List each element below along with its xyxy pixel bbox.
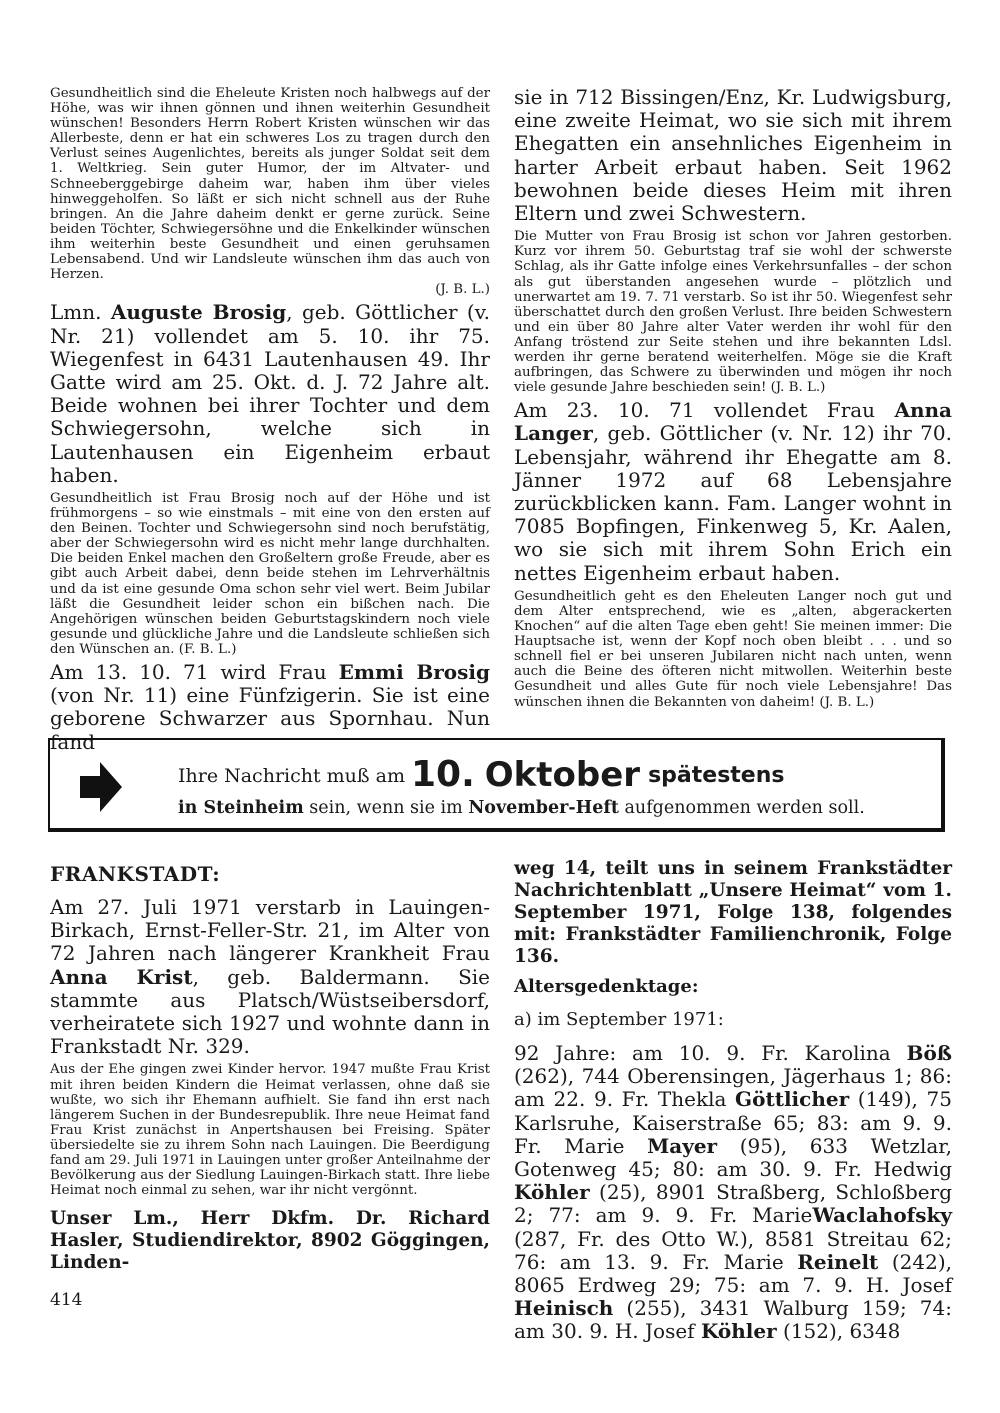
paragraph-mutter: Die Mutter von Frau Brosig ist schon vor Jahren gestorben. Kurz vor ihrem 50. Geburtstag traf sie wohl der schwerste Schlag, als ihr Gatte infolge eines Verkehrsunfalles – der schon als gut überstanden angesehen wurde – plötzlich und unerwartet am 19. 7. 71 verstarb. So ist ihr 50. Wiegenfest sehr überschattet durch den großen Verlust. Ihre beiden Schwestern und ein über 80 Jahre alter Vater werden ihr wohl für den Anfang tröstend zur Seite stehen und ihre bekannten Ldsl. werden ihr gerne beratend weiterhelfen. Möge sie die Kraft aufbringen, das Schwere zu überwinden und mögen ihr noch viele gesunde Jahre beschieden sein! (J. B. L.) (514, 229, 952, 396)
deadline-notice-box (48, 738, 945, 832)
column-4 (514, 858, 952, 1344)
person-name: Waclahofsky (812, 1203, 952, 1228)
person-name: Auguste Brosig (110, 300, 287, 325)
column-2 (514, 86, 952, 710)
notice-text: Ihre Nachricht muß am (178, 765, 405, 787)
signature-jbl: (J. B. L.) (435, 282, 490, 298)
person-name: Köhler (700, 1319, 777, 1344)
paragraph-nachrichtenblatt: weg 14, teilt uns in seinem Frankstädter Nachrichtenblatt „Unsere Heimat“ vom 1. September 1971, Folge 138, folgendes mit: Frankstädter Familienchronik, Folge 136. (514, 858, 952, 967)
person-name: Emmi Brosig (338, 659, 490, 684)
text: (149), 75 Karlsruhe, Kaiserstraße 65; 83: am 9. 9. Fr. Marie (514, 1087, 952, 1158)
text: (25), 8901 Straßberg, Schloßberg 2; 77: am 9. 9. Fr. Marie (514, 1180, 952, 1228)
person-name: Böß (906, 1041, 952, 1065)
person-name: Heinisch (514, 1296, 614, 1321)
column-1 (50, 86, 490, 754)
paragraph-birthdays (514, 1042, 952, 1344)
person-name: Anna Langer (514, 398, 952, 446)
person-name: Anna Krist (50, 964, 193, 989)
text: Am 27. Juli 1971 verstarb in Lauingen-Birkach, Ernst-Feller-Str. 21, im Alter von 72 Jahren nach längerer Krankheit Frau (50, 895, 490, 966)
subheading-september: a) im September 1971: (514, 1009, 724, 1030)
text: (262), 744 Oberensingen, Jägerhaus 1; 86: am 22. 9. Fr. Thekla (514, 1064, 952, 1112)
notice-line-1 (178, 754, 784, 795)
text: (95), 633 Wetzlar, Gotenweg 45; 80: am 30. 9. Fr. Hedwig (514, 1133, 952, 1182)
paragraph-langer-health: Gesundheitlich geht es den Eheleuten Langer noch gut und dem Alter entsprechend, wie es „alten, abgerackerten Knochen“ auf die alten Tage eben geht! Sie meinen immer: Die Hauptsache ist, wenn der Kopf noch oben bleibt . . . und so schnell fiel er bei unseren Jubilaren nicht nach unten, wenn auch die Beine des öfteren nicht mitwollen. Weiterhin beste Gesundheit und alles Gute für noch viele Lebensjahre! Das wünschen ihnen die Bekannten von daheim! (J. B. L.) (514, 588, 952, 710)
paragraph-bissingen: sie in 712 Bissingen/Enz, Kr. Ludwigsburg, eine zweite Heimat, wo sie sich mit ihrem Ehegatten ein ansehnliches Eigenheim in harter Arbeit erbaut haben. Seit 1962 bewohnen beide dieses Heim mit ihren Eltern und zwei Schwestern. (514, 85, 952, 226)
text: , geb. Baldermann. Sie stammte aus Platsch/Wüstseibersdorf, verheiratete sich 1927 und wohnte dann in Frankstadt Nr. 329. (50, 964, 490, 1059)
notice-place: in Steinheim (178, 798, 304, 818)
text: Am 23. 10. 71 vollendet Frau (514, 398, 895, 423)
page-number: 414 (50, 1290, 83, 1310)
deadline-month: Oktober (484, 755, 641, 795)
person-name: Reinelt (797, 1249, 879, 1274)
paragraph-brosig-health: Gesundheitlich ist Frau Brosig noch auf der Höhe und ist frühmorgens – so wie einstmals – mit eine von den ersten auf den Beinen. Tochter und Schwiegersohn sind noch berufstätig, aber der Schwiegersohn wird es nicht mehr lange durchhalten. Die beiden Enkel machen den Großeltern große Freude, aber es gibt auch Arbeit dabei, denn beide stehen im Lehrverhältnis und da ist eine gesunde Oma schon sehr viel wert. Beim Jubilar läßt die Gesundheit leider schon ein bißchen nach. Die Angehörigen wünschen beiden Geburtstagskindern noch viele gesunde und glückliche Jahre und die Landsleute schließen sich den Wünschen an. (F. B. L.) (50, 490, 490, 657)
arrow-right-icon (80, 762, 122, 812)
deadline-date: 10. (410, 754, 475, 795)
text: (242), 8065 Erdweg 29; 75: am 7. 9. H. Josef (514, 1249, 952, 1298)
text: 92 Jahre: am 10. 9. Fr. Karolina (514, 1041, 907, 1065)
text: (255), 3431 Walburg 159; 74: am 30. 9. H. Josef (514, 1296, 952, 1344)
text: (152), 6348 (776, 1319, 901, 1344)
text: Am 13. 10. 71 wird Frau (50, 659, 339, 684)
notice-text: aufgenommen werden soll. (618, 798, 865, 818)
notice-text: sein, wenn sie im (303, 798, 469, 818)
subheading-altersgedenktage: Altersgedenktage: (514, 976, 699, 997)
paragraph-auguste-brosig (50, 301, 490, 487)
person-name: Mayer (647, 1133, 718, 1158)
text: Lmn. (50, 300, 111, 325)
person-name: Köhler (514, 1180, 590, 1205)
section-heading-frankstadt: FRANKSTADT: (50, 862, 221, 886)
text: (287, Fr. des Otto W.), 8581 Streitau 62; 76: am 13. 9. Fr. Marie (514, 1226, 952, 1274)
notice-issue: November-Heft (468, 798, 619, 818)
notice-text: spätestens (648, 763, 785, 788)
paragraph-anna-langer (514, 399, 952, 585)
paragraph-anna-krist (50, 896, 490, 1058)
paragraph-kristen: Gesundheitlich sind die Eheleute Kristen noch halbwegs auf der Höhe, was wir ihnen gönnen und ihnen weiterhin Gesundheit wünschen! Besonders Herrn Robert Kristen wünschen wir das Allerbeste, denn er hat ein schweres Los zu tragen durch den Verlust seines Augenlichtes, bereits als junger Soldat seit dem 1. Weltkrieg. Sein guter Humor, der im Altvater- und Schneeberggebirge daheim war, haben ihm über vieles hinweggeholfen. So läßt er sich nicht schnell aus der Ruhe bringen. An die Jahre daheim denkt er gerne zurück. Seine beiden Töchter, Schwiegersöhne und die Enkelkinder wünschen ihm weiterhin beste Gesundheit und einen geruhsamen Lebensabend. Und wir Landsleute wünschen ihm das auch von Herzen. (50, 86, 490, 283)
text: (von Nr. 11) eine Fünfzigerin. Sie ist eine geborene Schwarzer aus Spornhau. Nun fand (50, 683, 490, 754)
text: , geb. Göttlicher (v. Nr. 21) vollendet am 5. 10. ihr 75. Wiegenfest in 6431 Lautenhausen 49. Ihr Gatte wird am 25. Okt. d. J. 72 Jahre alt. Beide wohnen bei ihrer Tochter und dem Schwiegersohn, welche sich in Lautenhausen ein Eigenheim erbaut haben. (50, 300, 490, 487)
paragraph-hasler: Unser Lm., Herr Dkfm. Dr. Richard Hasler, Studiendirektor, 8902 Göggingen, Linden- (50, 1208, 490, 1274)
column-3 (50, 862, 490, 1274)
text: , geb. Göttlicher (v. Nr. 12) ihr 70. Lebensjahr, während ihr Ehegatte am 8. Jänner 1972 auf 68 Lebensjahre zurückblicken kann. Fam. Langer wohnt in 7085 Bopfingen, Finkenweg 5, Kr. Aalen, wo sie sich mit ihrem Sohn Erich ein nettes Eigenheim erbaut haben. (514, 421, 952, 585)
person-name: Göttlicher (735, 1087, 850, 1112)
notice-line-2 (178, 798, 865, 818)
paragraph-krist-history: Aus der Ehe gingen zwei Kinder hervor. 1947 mußte Frau Krist mit ihren beiden Kindern die Heimat verlassen, ohne daß sie wußte, wo sich ihr Ehemann aufhielt. Sie fand ihn erst nach längerem Suchen in der Bundesrepublik. Ihre neue Heimat fand Frau Krist zunächst in Anpertshausen bei Freising. Später übersiedelte sie zu ihrem Sohn nach Lauingen. Die Beerdigung fand am 29. Juli 1971 in Lauingen unter großer Anteilnahme der Bevölkerung aus der Siedlung Lauingen-Birkach statt. Ihre liebe Heimat noch einmal zu sehen, war ihr nicht vergönnt. (50, 1062, 490, 1199)
